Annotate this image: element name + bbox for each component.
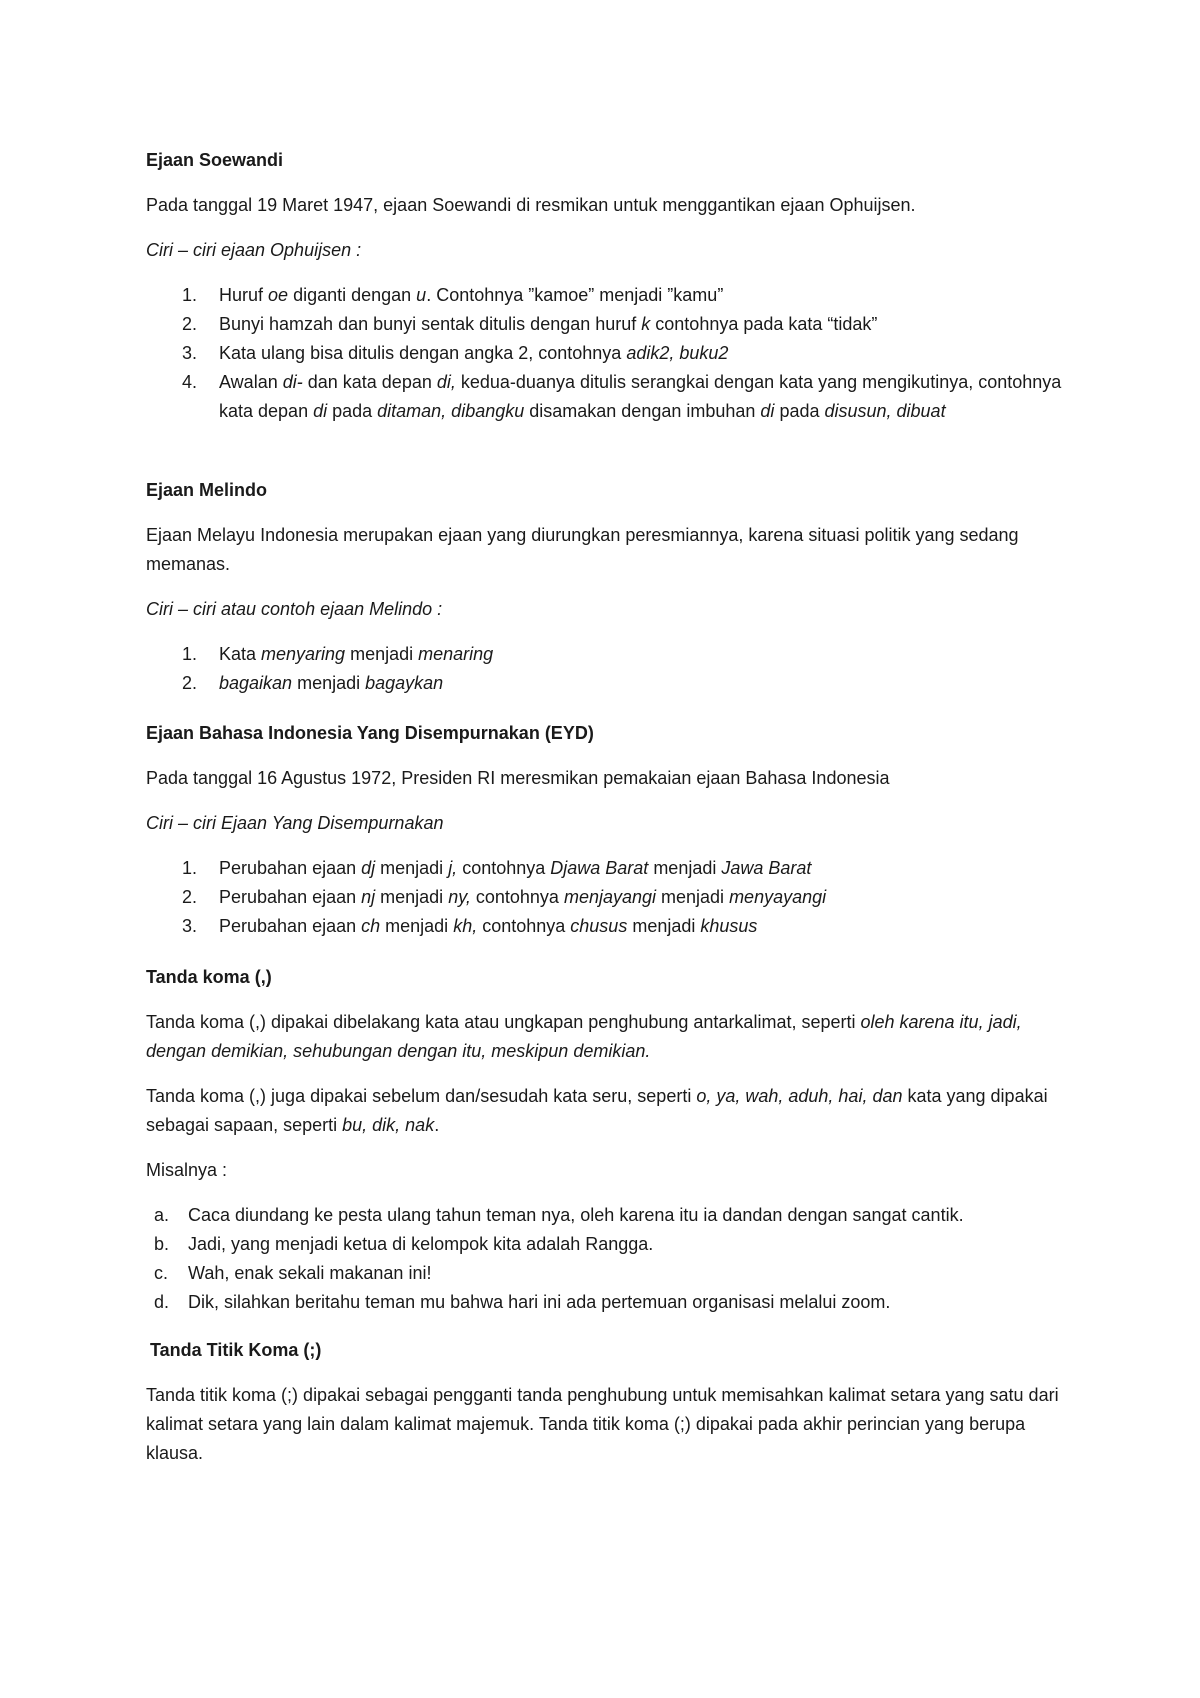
heading-melindo: Ejaan Melindo (146, 480, 268, 500)
list-item: 3. Kata ulang bisa ditulis dengan angka 2, contohnya adik2, buku2 (182, 343, 729, 363)
ciri-heading-eyd: Ciri – ciri Ejaan Yang Disempurnakan (146, 813, 444, 833)
heading-koma: Tanda koma (,) (146, 967, 272, 987)
list-eyd (146, 854, 1066, 941)
heading-soewandi: Ejaan Soewandi (146, 150, 284, 170)
paragraph-soewandi: Pada tanggal 19 Maret 1947, ejaan Soewandi di resmikan untuk menggantikan ejaan Ophuijsen. (146, 195, 916, 215)
ciri-heading-soewandi: Ciri – ciri ejaan Ophuijsen : (146, 240, 362, 260)
paragraph-eyd: Pada tanggal 16 Agustus 1972, Presiden RI meresmikan pemakaian ejaan Bahasa Indonesia (146, 768, 890, 788)
paragraph-titik-koma: Tanda titik koma (;) dipakai sebagai pengganti tanda penghubung untuk memisahkan kalimat setara yang satu dari kalimat setara yang lain dalam kalimat majemuk. Tanda titik koma (;) dipakai pada akhir perincian yang berupa klausa. (146, 1385, 1059, 1463)
list-item: a. Caca diundang ke pesta ulang tahun teman nya, oleh karena itu ia dandan dengan sangat cantik. (154, 1205, 964, 1225)
paragraph-koma-1: Tanda koma (,) dipakai dibelakang kata atau ungkapan penghubung antarkalimat, seperti oleh karena itu, jadi, dengan demikian, sehubungan dengan itu, meskipun demikian. (146, 1012, 1022, 1061)
list-item: b. Jadi, yang menjadi ketua di kelompok kita adalah Rangga. (154, 1234, 654, 1254)
list-item: 1. Huruf oe diganti dengan u. Contohnya ”kamoe” menjadi ”kamu” (182, 285, 724, 305)
heading-titik-koma: Tanda Titik Koma (;) (150, 1340, 322, 1360)
list-item: 2. Bunyi hamzah dan bunyi sentak ditulis dengan huruf k contohnya pada kata “tidak” (182, 314, 878, 334)
list-item: 3. Perubahan ejaan ch menjadi kh, contohnya chusus menjadi khusus (182, 916, 758, 936)
list-item: 1. Kata menyaring menjadi menaring (182, 644, 494, 664)
list-item: 4. Awalan di- dan kata depan di, kedua-duanya ditulis serangkai dengan kata yang mengikutinya, contohnya kata depan di pada ditaman, dibangku disamakan dengan imbuhan di pada disusun, dibuat (182, 372, 1062, 421)
list-item: c. Wah, enak sekali makanan ini! (154, 1263, 432, 1283)
heading-eyd: Ejaan Bahasa Indonesia Yang Disempurnakan (EYD) (146, 723, 594, 743)
ciri-heading-melindo: Ciri – ciri atau contoh ejaan Melindo : (146, 599, 443, 619)
list-item: d. Dik, silahkan beritahu teman mu bahwa hari ini ada pertemuan organisasi melalui zoom. (154, 1292, 891, 1312)
paragraph-koma-2: Tanda koma (,) juga dipakai sebelum dan/sesudah kata seru, seperti o, ya, wah, aduh, hai, dan kata yang dipakai sebagai sapaan, seperti bu, dik, nak. (146, 1086, 1048, 1135)
list-soewandi (146, 281, 1066, 426)
misalnya-label: Misalnya : (146, 1160, 228, 1180)
paragraph-melindo: Ejaan Melayu Indonesia merupakan ejaan yang diurungkan peresmiannya, karena situasi politik yang sedang memanas. (146, 525, 1019, 574)
list-item: 2. bagaikan menjadi bagaykan (182, 673, 444, 693)
list-melindo (146, 640, 1066, 698)
list-koma-examples (146, 1201, 1066, 1317)
list-item: 1. Perubahan ejaan dj menjadi j, contohnya Djawa Barat menjadi Jawa Barat (182, 858, 812, 878)
list-item: 2. Perubahan ejaan nj menjadi ny, contohnya menjayangi menjadi menyayangi (182, 887, 827, 907)
